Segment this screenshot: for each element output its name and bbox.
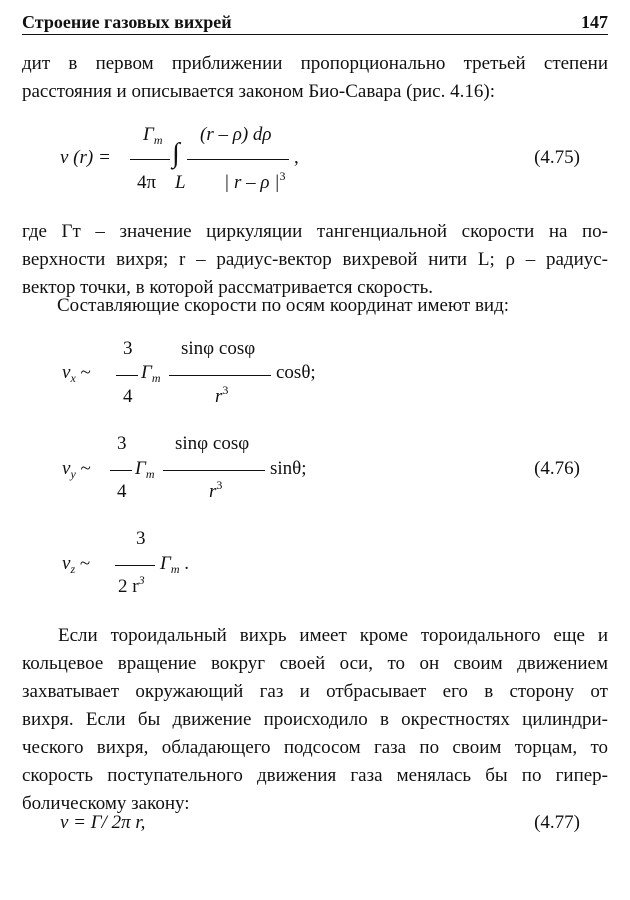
eq-gamma: $\Gamma_т$ — [143, 124, 163, 147]
equation-number: (4.75) — [534, 147, 580, 168]
eq-formula: v = Γ/ 2π r, — [60, 812, 146, 833]
fraction-bar — [169, 375, 271, 376]
vx-lhs: $v_x$ ~ — [62, 362, 91, 385]
eq-denominator: | r – ρ $|^3$ — [224, 169, 286, 193]
text-line: расстояния и описывается законом Био-Савара (рис. 4.16): — [22, 81, 495, 102]
eq-numerator: (r – ρ) dρ — [200, 124, 272, 145]
frac-denominator: 4 — [123, 386, 133, 407]
vz-lhs: $v_z$ ~ — [62, 553, 91, 576]
text-line: Если тороидальный вихрь имеет кроме тороидального еще и — [58, 625, 608, 646]
fraction-bar — [130, 159, 170, 160]
running-header — [22, 8, 608, 35]
trig-factor: sinθ; — [270, 458, 307, 479]
eq-comma: , — [294, 147, 299, 168]
gamma-symbol: $\Gamma_т$ — [141, 362, 161, 385]
text-line: скорость поступательного движения газа менялась бы по гипер- — [22, 765, 608, 786]
frac-numerator: 3 — [117, 433, 127, 454]
frac-denominator: 2 $r^3$ — [118, 573, 145, 597]
frac-denominator: $r^3$ — [209, 478, 223, 502]
text-line: где Γт – значение циркуляции тангенциальной скорости на по- — [22, 221, 608, 242]
frac-numerator: sinφ cosφ — [181, 338, 256, 359]
eq-lhs: v (r) = — [60, 147, 111, 168]
paragraph-components — [57, 292, 608, 320]
equation-number: (4.77) — [534, 812, 580, 833]
eq-denominator: 4π — [137, 172, 157, 193]
frac-denominator: 4 — [117, 481, 127, 502]
text-line: болическому закону: — [22, 793, 190, 814]
frac-numerator: 3 — [136, 528, 146, 549]
frac-numerator: 3 — [123, 338, 133, 359]
equation-number: (4.76) — [534, 458, 580, 479]
fraction-bar — [187, 159, 289, 160]
text-line: вихря. Если бы движение происходило в окрестностях цилиндри- — [22, 709, 608, 730]
text-line: верхности вихря; r – радиус-вектор вихревой нити L; ρ – радиус- — [22, 249, 608, 270]
fraction-bar — [116, 375, 138, 376]
fraction-bar — [163, 470, 265, 471]
fraction-bar — [110, 470, 132, 471]
paragraph-intro — [22, 50, 608, 106]
paragraph-definitions — [22, 218, 608, 302]
page-number: 147 — [581, 12, 608, 32]
text-line: захватывает окружающий газ и отбрасывает его в сторону от — [22, 681, 608, 702]
frac-denominator: $r^3$ — [215, 383, 229, 407]
paragraph-toroidal-vortex — [22, 622, 608, 818]
text-line: ческого вихря, обладающего подсосом газа по своим торцам, то — [22, 737, 608, 758]
integral-limit: L — [175, 172, 186, 193]
text-line: Составляющие скорости по осям координат имеют вид: — [57, 295, 510, 316]
vy-lhs: $v_y$ ~ — [62, 458, 91, 481]
gamma-symbol: $\Gamma_т$ . — [160, 553, 189, 576]
gamma-symbol: $\Gamma_т$ — [135, 458, 155, 481]
text-line: кольцевое вращение вокруг своей оси, то он своим движением — [22, 653, 608, 674]
frac-numerator: sinφ cosφ — [175, 433, 250, 454]
fraction-bar — [115, 565, 155, 566]
text-line: вектор точки, в которой рассматривается скорость. — [22, 277, 434, 298]
trig-factor: cosθ; — [276, 362, 316, 383]
integral-sign: ∫ — [172, 138, 180, 169]
running-title: Строение газовых вихрей — [22, 12, 232, 32]
text-line: дит в первом приближении пропорционально третьей степени — [22, 53, 608, 74]
